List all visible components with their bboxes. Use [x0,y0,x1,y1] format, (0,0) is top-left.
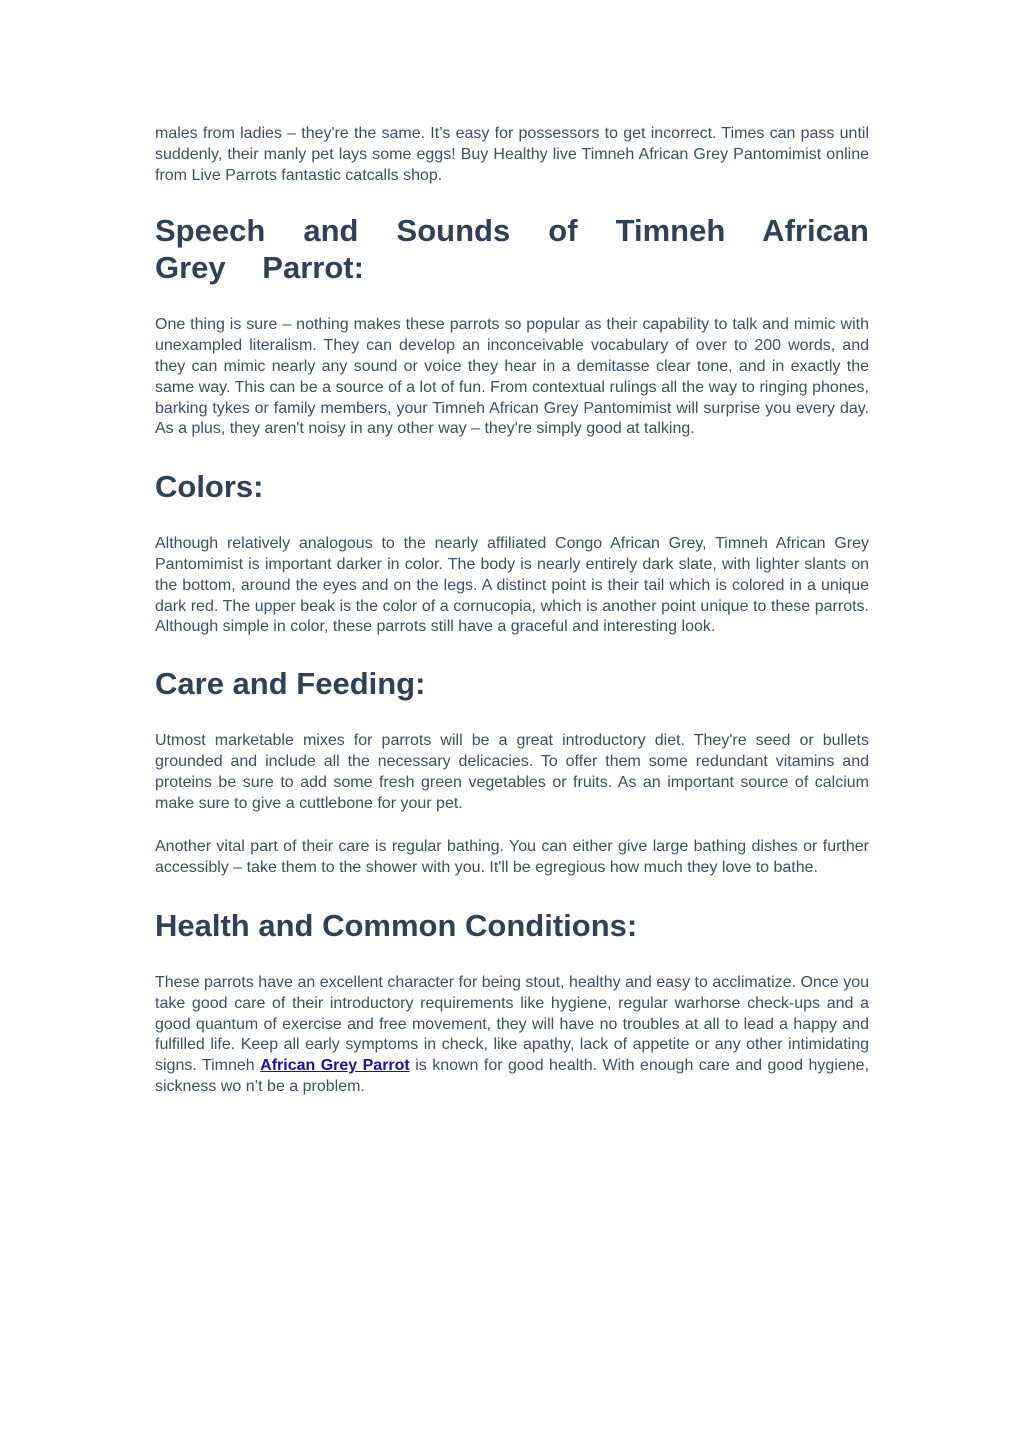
speech-paragraph: One thing is sure – nothing makes these parrots so popular as their capability to talk and mimic with unexampled literalism. They can develop an inconceivable vocabulary of over to 200 words, and they can mimic nearly any sound or voice they hear in a demitasse clear tone, and in exactly the same way. This can be a source of a lot of fun. From contextual rulings all the way to ringing phones, barking tykes or family members, your Timneh African Grey Pantomimist will surprise you every day. As a plus, they aren't noisy in any other way – they're simply good at talking. [155,316,869,438]
care-paragraph-1: Utmost marketable mixes for parrots will be a great introductory diet. They're seed or bullets grounded and include all the necessary delicacies. To offer them some redundant vitamins and proteins be sure to add some fresh green vegetables or fruits. As an important source of calcium make sure to give a cuttlebone for your pet. [155,732,869,812]
health-paragraph [155,973,869,1098]
health-text-after: is known for good health. With enough care and good hygiene, sickness wo n’t be a problem. [155,1057,870,1095]
african-grey-parrot-link[interactable]: African Grey Parrot [260,1057,410,1075]
care-heading: Care and Feeding: [155,666,426,702]
colors-paragraph: Although relatively analogous to the nearly affiliated Congo African Grey, Timneh African Grey Pantomimist is important darker in color. The body is nearly entirely dark slate, with lighter slants on the bottom, around the eyes and on the legs. A distinct point is their tail which is colored in a unique dark red. The upper beak is the color of a cornucopia, which is another point unique to these parrots. Although simple in color, these parrots still have a graceful and interesting look. [155,535,869,636]
intro-paragraph: males from ladies – they're the same. It’s easy for possessors to get incorrect. Times can pass until suddenly, their manly pet lays some eggs! Buy Healthy live Timneh African Grey Pantomimist online from Live Parrots fantastic catcalls shop. [155,125,869,184]
speech-heading-text: Speech and Sounds of Timneh African Grey Parrot: [155,213,869,286]
colors-heading: Colors: [155,469,264,505]
care-paragraph-2: Another vital part of their care is regular bathing. You can either give large bathing dishes or further accessibly – take them to the shower with you. It'll be egregious how much they love to bathe. [155,838,869,877]
speech-heading [155,212,869,286]
health-heading: Health and Common Conditions: [155,907,638,943]
document-page [155,124,869,1098]
health-text-before: These parrots have an excellent character for being stout, healthy and easy to acclimatize. Once you take good care of their introductory requirements like hygiene, regular warhorse check-ups and a good quantum of exercise and free movement, they will have no troubles at all to lead a happy and fulfilled life. Keep all early symptoms in check, like apathy, lack of appetite or any other intimidating signs. Timneh [155,973,869,1075]
